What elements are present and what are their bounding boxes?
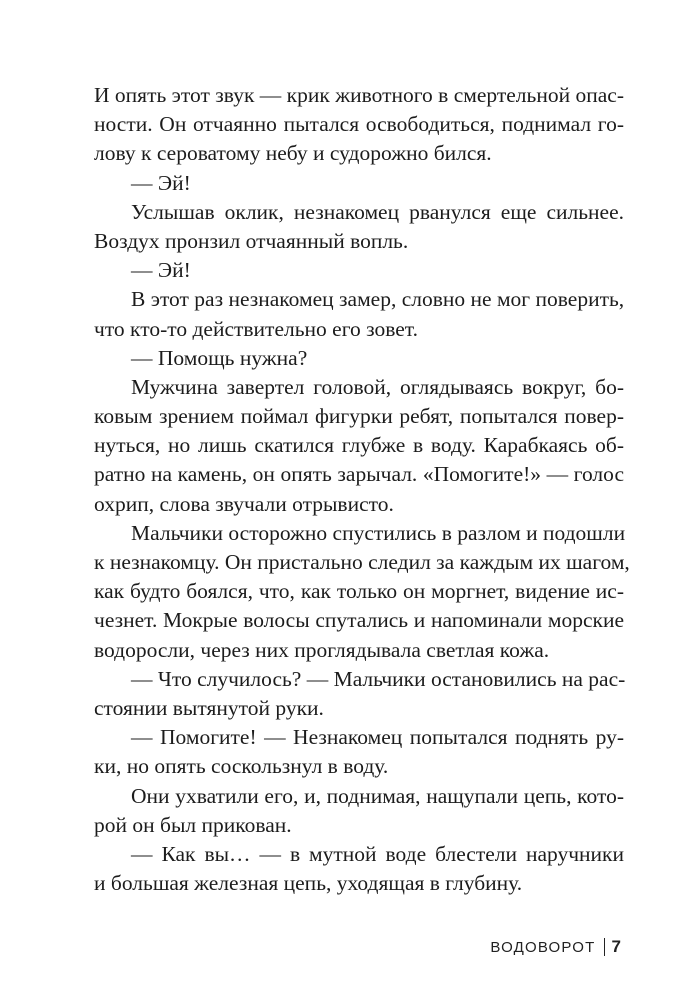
text-line: рой он был прикован.	[94, 812, 292, 837]
text-line: — Что случилось? — Мальчики остановились на рас-	[131, 666, 626, 691]
text-line: Мальчики осторожно спустились в разлом и подошли	[131, 520, 626, 545]
text-line: к незнакомцу. Он пристально следил за каждым их шагом,	[94, 550, 630, 574]
text-line: — Эй!	[131, 258, 191, 283]
text-line: стоянии вытянутой руки.	[94, 695, 324, 720]
body-text	[94, 81, 630, 898]
text-line: — Помогите! — Незнакомец попытался поднять ру-	[131, 725, 624, 750]
text-line: ковым зрением поймал фигурки ребят, попытался повер-	[94, 404, 624, 429]
text-line: водоросли, через них проглядывала светлая кожа.	[94, 637, 550, 662]
text-line: что кто-то действительно его зовет.	[94, 316, 418, 341]
text-line: В этот раз незнакомец замер, словно не мог поверить,	[131, 287, 625, 312]
footer-divider	[604, 938, 605, 956]
text-line: нуться, но лишь скатился глубже в воду. Карабкаясь об-	[94, 433, 624, 458]
text-line: Мужчина завертел головой, оглядываясь вокруг, бо-	[131, 374, 624, 399]
text-line: — Как вы… — в мутной воде блестели наручники	[131, 841, 624, 866]
text-line: как будто боялся, что, как только он моргнет, видение ис-	[94, 579, 624, 604]
text-line: лову к сероватому небу и судорожно бился.	[94, 141, 492, 166]
text-line: ратно на камень, он опять зарычал. «Помогите!» — голос	[94, 462, 624, 487]
text-line: и большая железная цепь, уходящая в глубину.	[94, 871, 523, 896]
text-line: — Эй!	[131, 170, 191, 195]
text-line: Они ухватили его, и, поднимая, нащупали цепь, кото-	[131, 783, 624, 808]
page-number: 7	[611, 937, 621, 956]
text-line: Услышав оклик, незнакомец рванулся еще сильнее.	[131, 199, 624, 224]
text-line: — Помощь нужна?	[131, 345, 308, 370]
page-footer	[490, 935, 621, 959]
text-line: охрип, слова звучали отрывисто.	[94, 491, 394, 516]
text-line: ки, но опять соскользнул в воду.	[94, 754, 389, 779]
text-line: ности. Он отчаянно пытался освободиться, поднимал го-	[94, 112, 624, 137]
running-title: ВОДОВОРОТ	[490, 938, 596, 956]
text-line: Воздух пронзил отчаянный вопль.	[94, 228, 409, 253]
text-line: И опять этот звук — крик животного в смертельной опас-	[94, 83, 624, 107]
text-line: чезнет. Мокрые волосы спутались и напоминали морские	[94, 608, 624, 633]
